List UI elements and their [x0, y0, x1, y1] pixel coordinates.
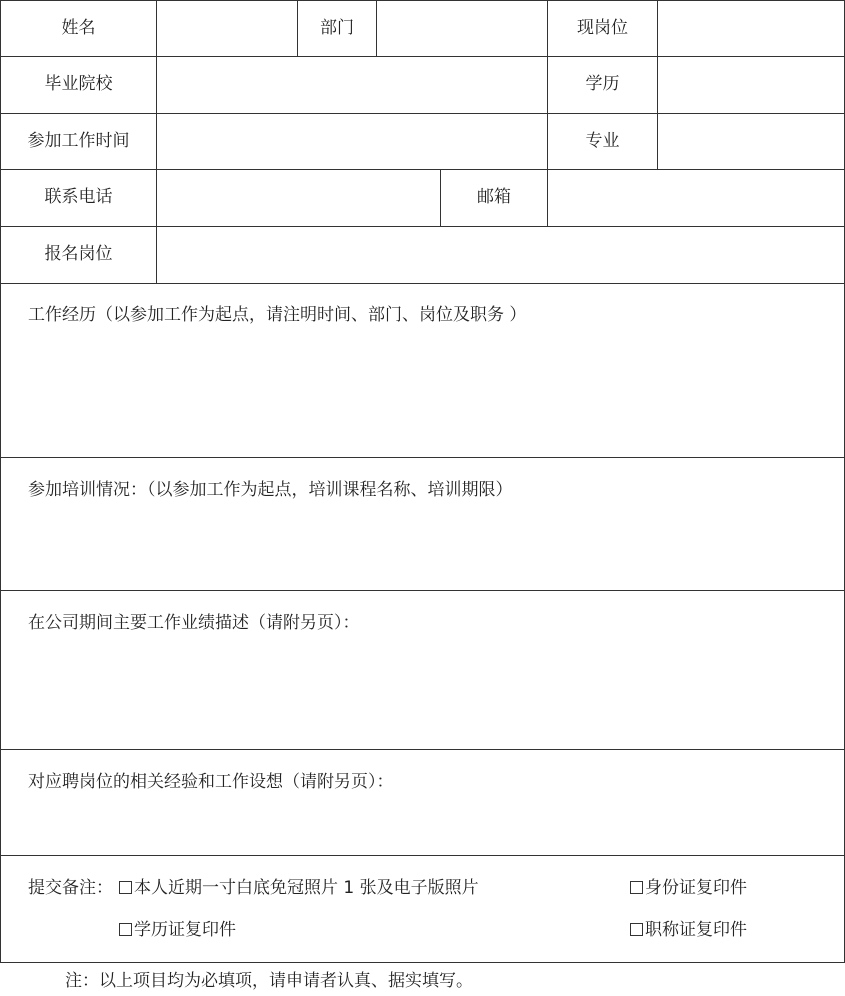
work-start-time-field[interactable] — [157, 114, 547, 170]
phone-field[interactable] — [157, 170, 440, 226]
title-copy-option-label: 职称证复印件 — [645, 920, 747, 940]
email-field[interactable] — [548, 170, 844, 226]
footnote: 注：以上项目均为必填项，请申请者认真、据实填写。 — [65, 971, 473, 991]
name-field[interactable] — [157, 0, 297, 56]
id-copy-option[interactable] — [630, 873, 747, 898]
work-start-time-label: 参加工作时间 — [27, 131, 130, 151]
submission-label: 提交备注： — [28, 878, 113, 898]
job-ideas-area[interactable] — [1, 750, 844, 855]
id-copy-option-label: 身份证复印件 — [645, 878, 747, 898]
checkbox-icon[interactable] — [119, 923, 132, 936]
job-ideas-title: 对应聘岗位的相关经验和工作设想（请附另页）： — [28, 772, 394, 792]
current-position-field[interactable] — [658, 0, 844, 56]
row-divider — [0, 855, 845, 856]
education-field[interactable] — [658, 57, 844, 113]
name-label: 姓名 — [61, 18, 96, 38]
checkbox-icon[interactable] — [630, 923, 643, 936]
checkbox-icon[interactable] — [119, 881, 132, 894]
work-experience-title: 工作经历（以参加工作为起点，请注明时间、部门、岗位及职务 ） — [28, 305, 527, 325]
graduated-school-field[interactable] — [157, 57, 547, 113]
email-label: 邮箱 — [477, 187, 511, 207]
phone-label: 联系电话 — [44, 187, 113, 207]
photo-option-label: 本人近期一寸白底免冠照片 1 张及电子版照片 — [134, 878, 479, 898]
current-position-label: 现岗位 — [577, 18, 628, 38]
major-field[interactable] — [658, 114, 844, 170]
diploma-copy-option-label: 学历证复印件 — [134, 920, 236, 940]
graduated-school-label: 毕业院校 — [44, 74, 113, 94]
applied-position-field[interactable] — [157, 227, 844, 283]
photo-option[interactable] — [119, 873, 479, 898]
department-label: 部门 — [320, 18, 354, 38]
major-label: 专业 — [585, 131, 620, 151]
achievements-title: 在公司期间主要工作业绩描述（请附另页）： — [28, 613, 360, 633]
training-title: 参加培训情况：（以参加工作为起点，培训课程名称、培训期限） — [28, 480, 513, 500]
department-field[interactable] — [377, 0, 547, 56]
applied-position-label: 报名岗位 — [44, 244, 113, 264]
diploma-copy-option[interactable] — [119, 915, 236, 940]
education-label: 学历 — [585, 74, 620, 94]
checkbox-icon[interactable] — [630, 881, 643, 894]
title-copy-option[interactable] — [630, 915, 747, 940]
